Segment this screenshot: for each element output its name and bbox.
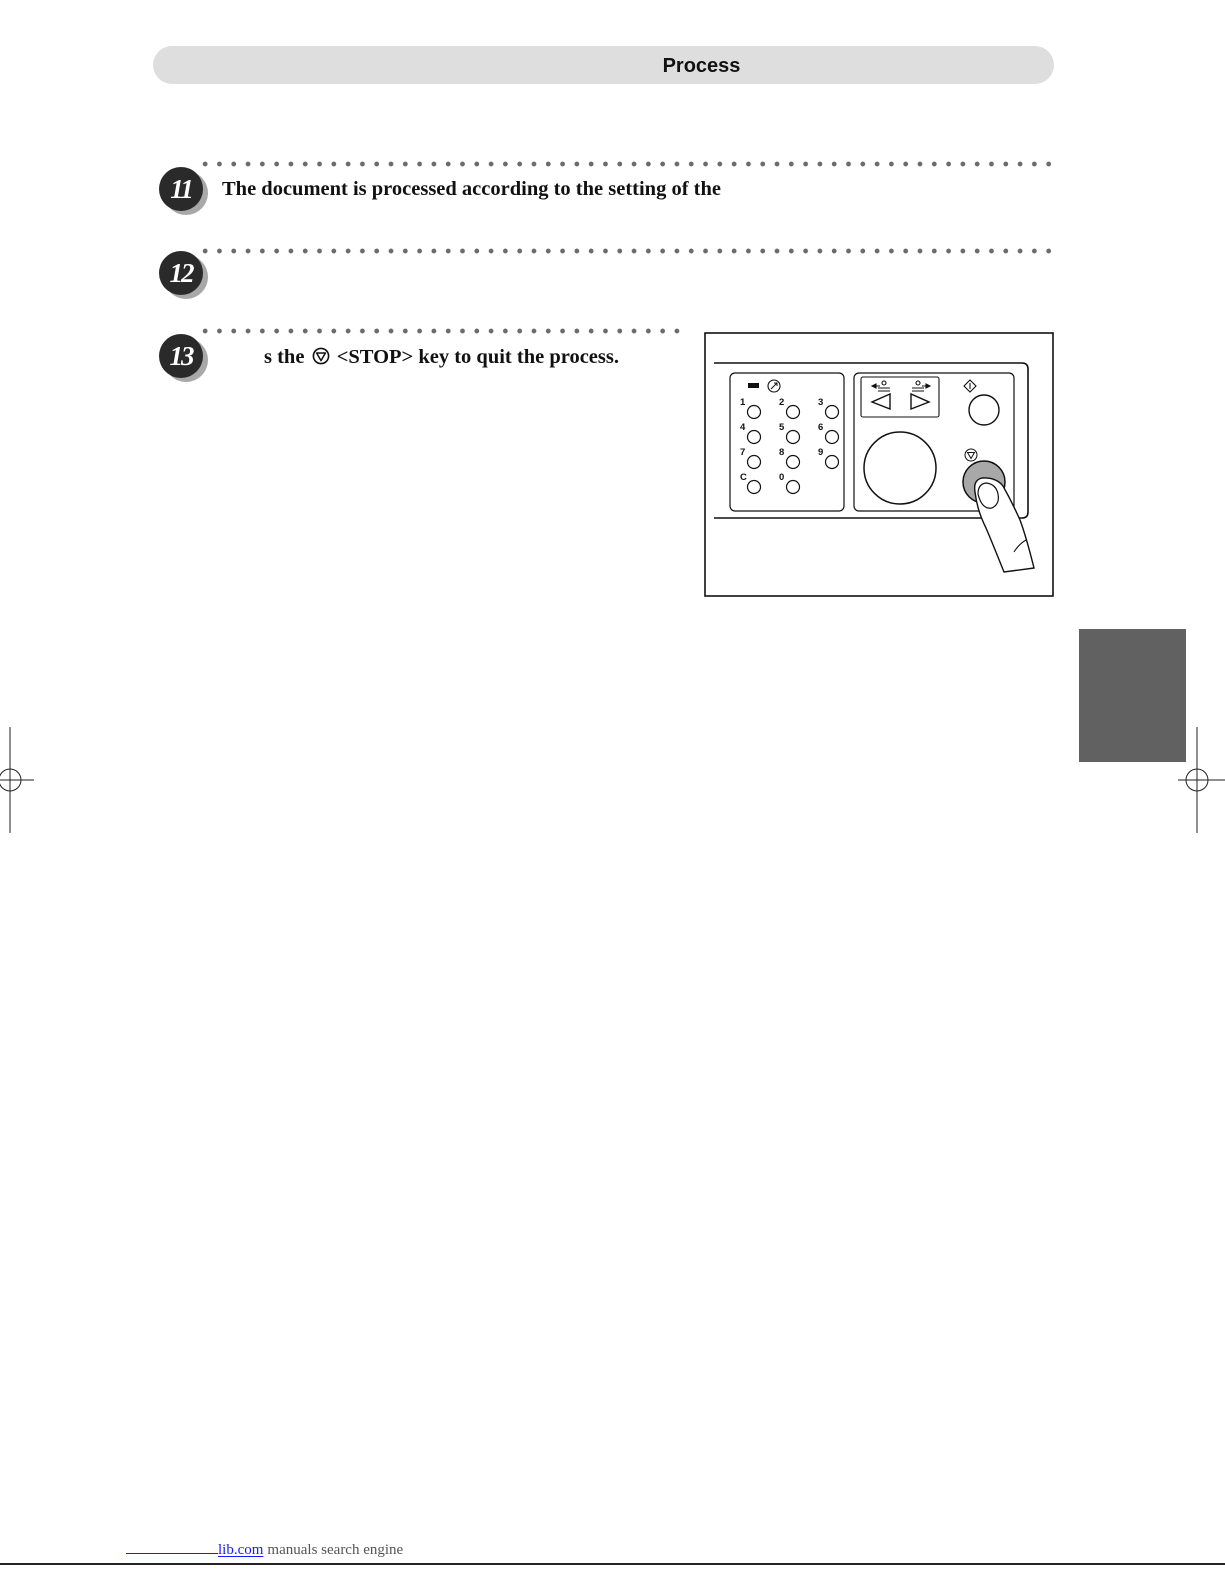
keypad-button-7 [748,456,761,469]
keypad-button-4 [748,431,761,444]
step-13-number: 13 [169,341,193,371]
start-button [864,432,936,504]
footer [126,1540,403,1559]
keypad-button-2 [787,406,800,419]
keypad-button-3 [826,406,839,419]
step-12-number: 12 [169,258,193,288]
step-13-badge [156,333,214,383]
keypad-label-2: 2 [779,397,785,408]
step-11-badge [156,166,214,216]
keypad-button-1 [748,406,761,419]
footer-link[interactable]: lib.com [218,1542,264,1558]
step-12-divider [198,248,1056,254]
section-header-bar [153,46,1054,84]
crop-mark-left [0,727,34,833]
control-panel-illustration [704,332,1054,597]
step-13-text [264,346,619,369]
keypad-label-5: 5 [779,422,785,433]
keypad-button-5 [787,431,800,444]
keypad-label-4: 4 [740,422,746,433]
step-12-badge [156,250,214,300]
footer-link-underline [126,1540,218,1554]
step-11-text: The document is processed according to the setting of the [222,178,721,200]
keypad-button-0 [787,481,800,494]
bottom-rule [0,1563,1225,1565]
keypad-label-7: 7 [740,447,746,458]
keypad-label-3: 3 [818,397,824,408]
keypad-button-9 [826,456,839,469]
keypad-button-6 [826,431,839,444]
crop-mark-right [1178,727,1225,833]
section-title: Process [662,55,741,77]
keypad-label-1: 1 [740,397,746,408]
step-13-text-after: <STOP> key to quit the process. [336,346,619,368]
step-11-divider [198,161,1056,167]
chapter-tab [1079,629,1186,762]
stop-key-icon [312,347,330,365]
keypad-indicator-lamp [748,383,759,388]
keypad-label-8: 8 [779,447,785,458]
proof-start-button [969,395,999,425]
footer-suffix: manuals search engine [267,1542,404,1558]
keypad-label-9: 9 [818,447,824,458]
keypad-label-c: C [740,472,747,483]
keypad-button-c [748,481,761,494]
keypad-button-8 [787,456,800,469]
keypad-label-0: 0 [779,472,785,483]
step-13-text-before: s the [264,346,305,368]
keypad-label-6: 6 [818,422,824,433]
step-11-number: 11 [170,174,192,204]
step-13-divider [198,328,685,334]
